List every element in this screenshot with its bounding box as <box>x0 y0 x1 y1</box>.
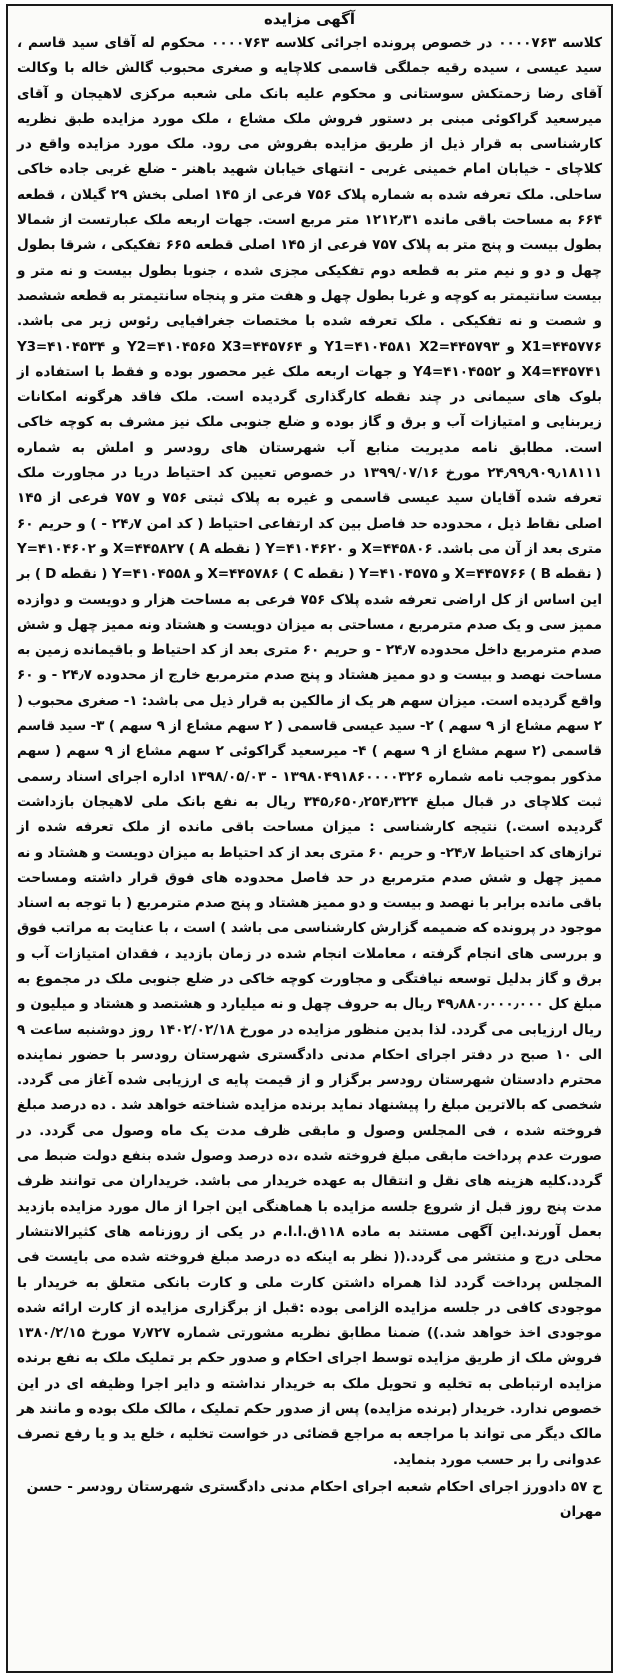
notice-body <box>17 31 602 1473</box>
notice-title: آگهی مزایده <box>263 10 356 28</box>
notice-signature: ح ۵۷ دادورز اجرای احکام شعبه اجرای احکام مدنی دادگستری شهرستان رودسر - حسن مهران <box>26 1478 602 1520</box>
notice-content <box>8 6 611 1529</box>
notice-paragraph: کلاسه ۰۰۰۰۷۶۳ در خصوص پرونده اجرائی کلاسه ۰۰۰۰۷۶۳ محکوم له آقای سید قاسم ، سید عیسی ، سیده رقیه جملگی قاسمی کلاچایه و صغری محبوب گالش خاله با وکالت آقای رضا زحمتکش سوستانی و محکوم علیه بانک ملی شعبه مرکزی لاهیجان و آقای میرسعید گراکوئی مبنی بر دستور فروش ملک مشاع ، ملک مورد مزایده طبق نظریه کارشناسی به قرار ذیل از طریق مزایده بفروش می رود. ملک مورد مزایده واقع در کلاچای - خیابان امام خمینی غربی - انتهای خیابان شهید باهنر - ضلع غربی جاده خاکی ساحلی. ملک تعرفه شده به شماره پلاک ۷۵۶ فرعی از ۱۴۵ اصلی بخش ۲۹ گیلان ، قطعه ۶۶۴ به مساحت باقی مانده ۱۲۱۲٫۳۱ متر مربع است. جهات اربعه ملک عبارتست از شمالا بطول بیست و پنج متر به پلاک ۷۵۷ فرعی از ۱۴۵ اصلی قطعه ۶۶۵ تفکیکی ، شرقا بطول چهل و دو و نیم متر به قطعه دوم تفکیکی مجزی شده ، جنوبا بطول بیست و نه متر و بیست سانتیمتر به کوچه و غربا بطول چهل و هفت متر و پنجاه سانتیمتر به قطعه ششصد و شصت و نه تفکیکی . ملک تعرفه شده با مختصات جغرافیایی رئوس زیر می باشد. X1=۴۴۵۷۷۶ و Y1=۴۱۰۴۵۸۱ X2=۴۴۵۷۹۳ و Y2=۴۱۰۴۵۶۵ X3=۴۴۵۷۶۴ و Y3=۴۱۰۴۵۳۴ X4=۴۴۵۷۴۱ و Y4=۴۱۰۴۵۵۲ و جهات اربعه ملک غیر محصور بوده و فقط با استفاده از بلوک های سیمانی در چند نقطه کارگذاری گردیده است. ملک فاقد هرگونه امکانات زیربنایی و امتیازات آب و برق و گاز بوده و ضلع جنوبی ملک نیز مشرف به کوچه خاکی است. مطابق نامه مدیریت منابع آب شهرستان های رودسر و املش به شماره ۲۴٫۹۹٫۹۰۹٫۱۸۱۱۱ مورخ ۱۳۹۹/۰۷/۱۶ در خصوص تعیین کد احتیاط دریا در مجاورت ملک تعرفه شده آقایان سید عیسی قاسمی و غیره به پلاک ثبتی ۷۵۶ و ۷۵۷ فرعی از ۱۴۵ اصلی نقاط ذیل ، محدوده حد فاصل بین کد ارتفاعی احتیاط ( کد امن ۲۴٫۷ - ) و حریم ۶۰ متری بعد از آن می باشد. X=۴۴۵۸۰۶ و Y=۴۱۰۴۶۲۰ ( نقطه X=۴۴۵۸۲۷ ( A و Y=۴۱۰۴۶۰۲ ( نقطه X=۴۴۵۷۶۶ ( B و Y=۴۱۰۴۵۷۵ ( نقطه X=۴۴۵۷۸۶ ( C و Y=۴۱۰۴۵۵۸ ( نقطه D ) بر این اساس از کل اراضی تعرفه شده پلاک ۷۵۶ فرعی به مساحت هزار و دویست و دوازده ممیز سی و یک صدم مترمربع ، مساحتی به میزان دویست و هشتاد ونه ممیز چهل و شش صدم مترمربع داخل محدوده ۲۴٫۷ - و حریم ۶۰ متری بعد از کد احتیاط و باقیمانده زمین به مساحت نهصد و بیست و دو ممیز هشتاد و پنج صدم مترمربع خارج از محدوده ۲۴٫۷ - و ۶۰ واقع گردیده است. میزان سهم هر یک از مالکین به قرار ذیل می باشد: ۱- صغری محبوب ( ۲ سهم مشاع از ۹ سهم ) ۲- سید عیسی قاسمی ( ۲ سهم مشاع از ۹ سهم ) ۳- سید قاسم قاسمی (۲ سهم مشاع از ۹ سهم ) ۴- میرسعید گراکوئی ۲ سهم مشاع از ۹ سهم ( سهم مذکور بموجب نامه شماره ۱۳۹۸۰۴۹۱۸۶۰۰۰۰۳۲۶ - ۱۳۹۸/۰۵/۰۳ اداره اجرای اسناد رسمی ثبت کلاچای در قبال مبلغ ۳۴۵٫۶۵۰٫۲۵۴٫۳۲۴ ریال به نفع بانک ملی لاهیجان بازداشت گردیده است.) نتیجه کارشناسی : میزان مساحت باقی مانده از ملک تعرفه شده از ترازهای کد احتیاط ۲۴٫۷- و حریم ۶۰ متری بعد از کد احتیاط به میزان دویست و هشتاد و نه ممیز چهل و شش صدم مترمربع در حد فاصل محدوده های فوق قرار داشته ومساحت باقی مانده برابر با نهصد و بیست و دو ممیز هشتاد و پنج صدم مترمربع ( با توجه به اسناد موجود در پرونده که ضمیمه گزارش کارشناسی می باشد ) است ، با عنایت به مراتب فوق و بررسی های انجام گرفته ، معاملات انجام شده در زمان بازدید ، فقدان امتیازات آب و برق و گاز بدلیل توسعه نیافتگی و مجاورت کوچه خاکی در ضلع جنوبی ملک در مجموع به مبلغ کل ۴۹٫۸۸۰٫۰۰۰٫۰۰۰ ریال به حروف چهل و نه میلیارد و هشتصد و هشتاد و میلیون و ریال ارزیابی می گردد. لذا بدین منظور مزایده در مورخ ۱۴۰۲/۰۲/۱۸ روز دوشنبه ساعت ۹ الی ۱۰ صبح در دفتر اجرای احکام مدنی دادگستری شهرستان رودسر با حضور نماینده محترم دادستان شهرستان رودسر برگزار و از قیمت پایه ی ارزیابی شده آغاز می گردد. شخصی که بالاترین مبلغ را پیشنهاد نماید برنده مزایده شناخته خواهد شد . ده درصد مبلغ فروخته شده ، فی المجلس وصول و مابقی ظرف مدت یک ماه وصول می گردد. در صورت عدم پرداخت مابقی مبلغ فروخته شده ،ده درصد وصول شده بنفع دولت ضبط می گردد.کلیه هزینه های نقل و انتقال به عهده خریدار می باشد. خریداران می توانند ظرف مدت پنج روز قبل از شروع جلسه مزایده با هماهنگی این اجرا از مال مورد مزایده بازدید بعمل آورند.این آگهی مستند به ماده ۱۱۸ق.ا.ا.م در یکی از روزنامه های کثیرالانتشار محلی درج و منتشر می گردد.(( نظر به اینکه ده درصد مبلغ فروخته شده می بایست فی المجلس پرداخت گردد لذا همراه داشتن کارت ملی و کارت بانکی متعلق به خریدار با موجودی کافی در جلسه مزایده الزامی بوده :قبل از برگزاری مزایده از کارت ارائه شده موجودی اخذ خواهد شد.)) ضمنا مطابق نظریه مشورتی شماره ۷٫۷۲۷ مورخ ۱۳۸۰/۲/۱۵ فروش ملک از طریق مزایده توسط اجرای احکام و صدور حکم بر تملیک ملک به نفع برنده مزایده ارتباطی به تخلیه و تحویل ملک به خریدار نداشته و دایر اجرا وظیفه ای در این خصوص ندارد. خریدار (برنده مزایده) پس از صدور حکم تملیک ، مالک ملک بوده و مانند هر مالک دیگر می تواند با مراجعه به مراجع قضائی در خواست تخلیه ، خلع ید و یا رفع تصرف عدوانی را بر حسب مورد بنماید. <box>17 35 603 1468</box>
newspaper-clipping <box>6 4 613 1673</box>
